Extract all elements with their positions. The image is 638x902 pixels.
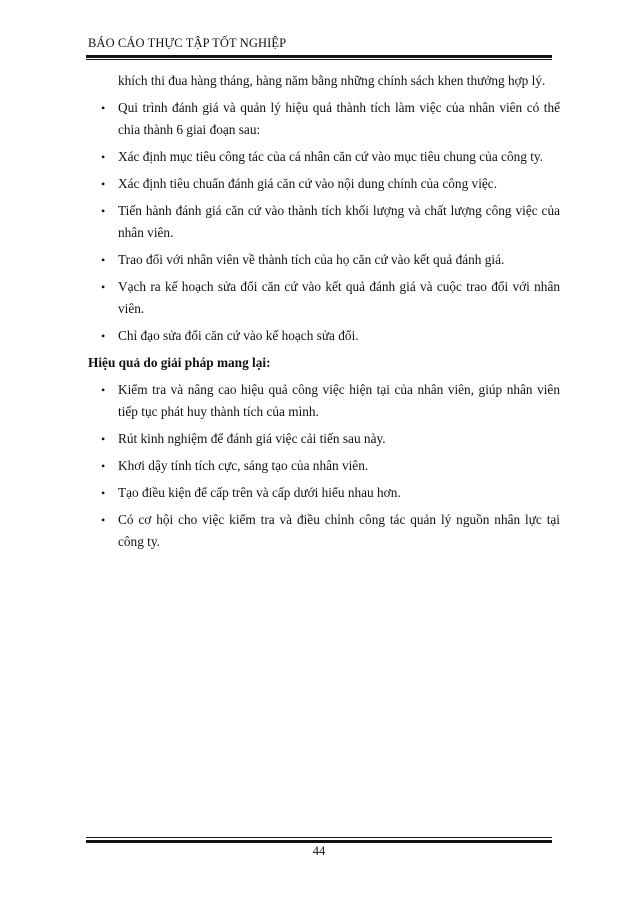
continuation-paragraph: khích thi đua hàng tháng, hàng năm bằng những chính sách khen thưởng hợp lý. — [118, 73, 546, 88]
list-item — [88, 428, 560, 450]
bullet-icon: • — [101, 329, 106, 343]
bullet-icon: • — [101, 177, 106, 191]
list-item-text: Tiến hành đánh giá căn cứ vào thành tích khối lượng và chất lượng công việc của nhân viên. — [118, 203, 560, 240]
section-heading: Hiệu quả do giải pháp mang lại: — [88, 355, 271, 370]
page-number: 44 — [312, 844, 326, 858]
list-item — [88, 249, 560, 271]
list-item-text: Khơi dậy tính tích cực, sáng tạo của nhân viên. — [118, 458, 369, 473]
document-body — [88, 70, 560, 553]
list-item-text: Có cơ hội cho việc kiểm tra và điều chỉnh công tác quản lý nguồn nhân lực tại công ty. — [118, 512, 560, 549]
list-item — [88, 97, 560, 141]
list-item — [88, 276, 560, 320]
list-item — [88, 200, 560, 244]
list-item — [88, 455, 560, 477]
footer-rule-thin — [86, 837, 552, 838]
list-item — [88, 509, 560, 553]
page-header-title: BÁO CÁO THỰC TẬP TỐT NGHIỆP — [88, 36, 287, 50]
bullet-icon: • — [101, 432, 106, 446]
header-rule-thin — [86, 59, 552, 60]
bullet-icon: • — [101, 486, 106, 500]
list-item — [88, 146, 560, 168]
list-item-text: Chỉ đạo sửa đổi căn cứ vào kế hoạch sửa đổi. — [118, 328, 359, 343]
list-item-text: Rút kinh nghiệm để đánh giá việc cải tiến sau này. — [118, 431, 386, 446]
benefits-list — [88, 379, 560, 553]
bullet-icon: • — [101, 253, 106, 267]
list-item-text: Xác định mục tiêu công tác của cá nhân căn cứ vào mục tiêu chung của công ty. — [118, 149, 544, 164]
bullet-icon: • — [101, 101, 106, 115]
bullet-icon: • — [101, 280, 106, 294]
bullet-icon: • — [101, 513, 106, 527]
list-item-text: Xác định tiêu chuẩn đánh giá căn cứ vào nội dung chính của công việc. — [118, 176, 498, 191]
list-item — [88, 325, 560, 347]
list-item — [88, 173, 560, 195]
footer-rule-thick — [86, 840, 552, 843]
list-item-text: Tạo điều kiện để cấp trên và cấp dưới hiểu nhau hơn. — [118, 485, 401, 500]
list-item — [88, 482, 560, 504]
header-rule-thick — [86, 55, 552, 58]
list-item-text: Kiểm tra và nâng cao hiệu quả công việc hiện tại của nhân viên, giúp nhân viên tiếp tục phát huy thành tích của mình. — [118, 382, 560, 419]
list-item-text: Qui trình đánh giá và quản lý hiệu quả thành tích làm việc của nhân viên có thể chia thành 6 giai đoạn sau: — [118, 100, 560, 137]
bullet-icon: • — [101, 204, 106, 218]
list-item-text: Trao đổi với nhân viên về thành tích của họ căn cứ vào kết quả đánh giá. — [118, 252, 505, 267]
process-stage-list — [88, 97, 560, 347]
bullet-icon: • — [101, 459, 106, 473]
list-item — [88, 379, 560, 423]
bullet-icon: • — [101, 150, 106, 164]
list-item-text: Vạch ra kế hoạch sửa đổi căn cứ vào kết quả đánh giá và cuộc trao đổi với nhân viên. — [118, 279, 560, 316]
bullet-icon: • — [101, 383, 106, 397]
